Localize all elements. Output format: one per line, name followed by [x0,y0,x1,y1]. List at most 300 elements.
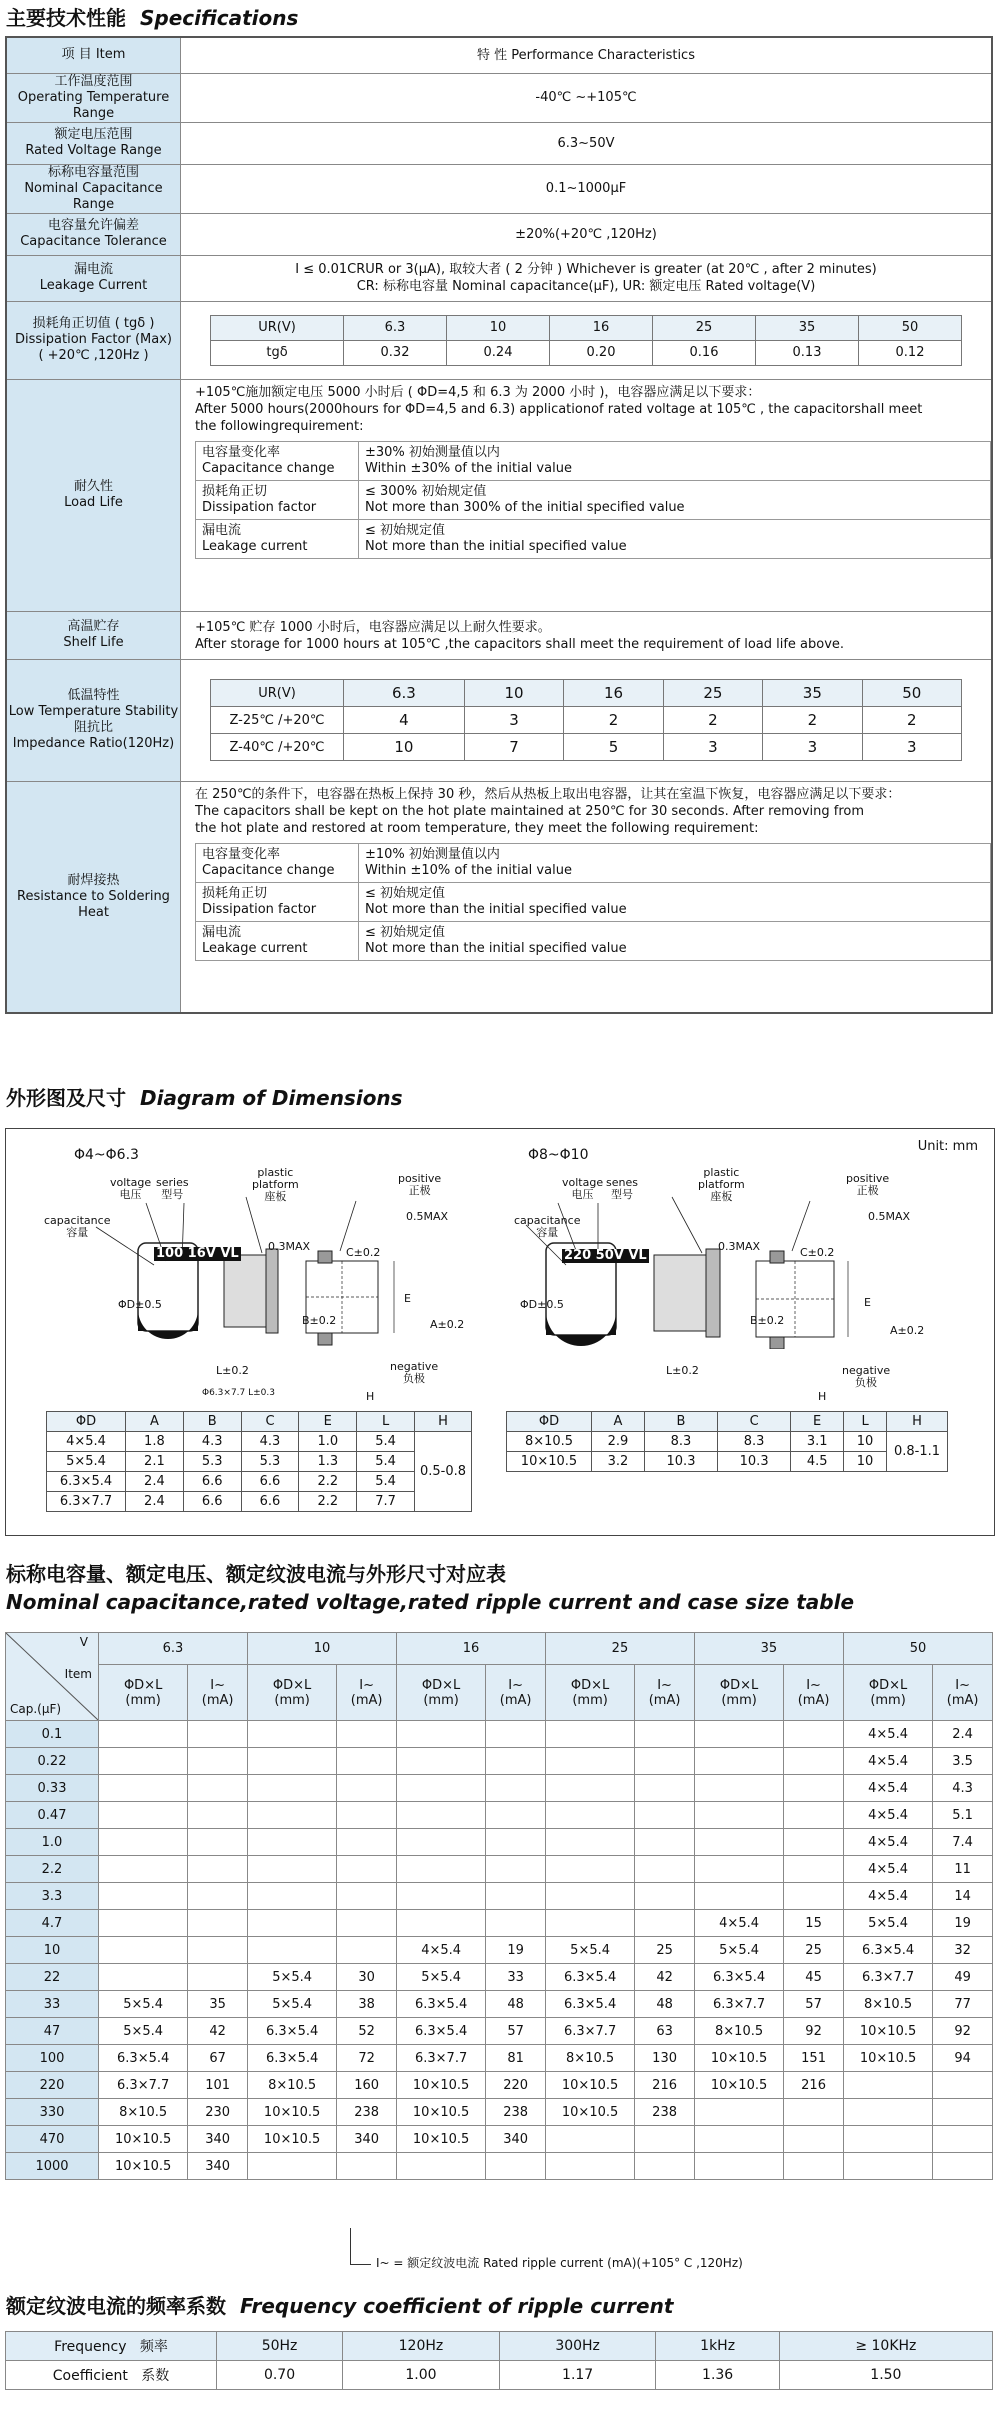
ripple-current-cell [486,1721,546,1748]
case-size-cell [694,2153,783,2180]
case-size-cell [396,1775,485,1802]
case-size-cell: 10×10.5 [396,2072,485,2099]
left-platform-label: plastic platform 座板 [252,1166,299,1203]
cap-value: 2.2 [6,1856,99,1883]
right-dim-c: C±0.2 [800,1246,835,1259]
table-row [6,1748,993,1775]
table-row [6,1802,993,1829]
ripple-current-cell [188,1883,248,1910]
ripple-current-cell [933,2072,993,2099]
case-size-cell [247,1937,336,1964]
left-dim-b: B±0.2 [302,1314,337,1327]
ripple-current-cell: 49 [933,1964,993,1991]
case-size-cell [843,2072,932,2099]
left-size-range: Φ4~Φ6.3 [74,1147,139,1163]
spec-row-capacitance-tolerance: 电容量允许偏差 Capacitance Tolerance ±20%(+20℃ ,120Hz) [6,213,992,255]
ripple-current-cell [188,1748,248,1775]
ripple-current-cell: 67 [188,2045,248,2072]
case-size-cell: 10×10.5 [247,2099,336,2126]
ripple-current-cell: 15 [784,1910,844,1937]
case-size-cell [99,1802,188,1829]
case-size-cell: 6.3×7.7 [545,2018,634,2045]
case-size-cell [247,1910,336,1937]
spec-row-operating-temperature: 工作温度范围 Operating Temperature Range -40℃ ~+105℃ [6,73,992,122]
impedance-ratio-table: UR(V) 6.3 10 16 25 35 50 Z-25℃ /+20℃ 4 3 2 2 2 2 Z-40℃ /+20℃ 10 7 5 3 3 3 [210,679,962,761]
specifications-heading: 主要技术性能 Specifications [6,6,299,30]
case-size-cell [694,1829,783,1856]
case-size-cell [396,1856,485,1883]
ripple-subheader-row [6,1665,993,1721]
table-row [6,1883,993,1910]
case-size-cell [99,1964,188,1991]
cap-value: 330 [6,2099,99,2126]
ripple-current-cell: 25 [635,1937,695,1964]
ripple-current-cell: 94 [933,2045,993,2072]
ripple-current-cell [635,1910,695,1937]
cap-value: 1.0 [6,1829,99,1856]
subheader-size: ΦD×L (mm) [396,1665,485,1721]
case-size-cell [545,1802,634,1829]
ripple-current-cell: 5.1 [933,1802,993,1829]
ripple-current-cell: 45 [784,1964,844,1991]
case-size-cell: 4×5.4 [396,1937,485,1964]
right-dim-max: 0.3MAX [718,1240,761,1253]
ripple-current-cell [784,1721,844,1748]
ripple-current-cell [337,1775,397,1802]
dissipation-factor-table: UR(V) 6.3 10 16 25 35 50 tgδ 0.32 0.24 0.20 0.16 0.13 0.12 [210,315,962,366]
ripple-current-cell [188,1802,248,1829]
table-row [6,1937,993,1964]
case-size-cell: 10×10.5 [694,2045,783,2072]
ripple-current-cell [635,1856,695,1883]
dimensions-heading: 外形图及尺寸 Diagram of Dimensions [6,1086,403,1110]
ripple-current-cell [635,2153,695,2180]
right-negative-label: negative 负极 [842,1364,891,1389]
case-size-cell: 5×5.4 [99,1991,188,2018]
case-size-cell: 10×10.5 [99,2126,188,2153]
case-size-cell [843,2099,932,2126]
case-size-cell: 8×10.5 [545,2045,634,2072]
ripple-current-cell: 220 [486,2072,546,2099]
left-dim-max2: 0.5MAX [406,1210,449,1223]
case-size-cell: 4×5.4 [843,1829,932,1856]
ripple-current-cell: 11 [933,1856,993,1883]
case-size-cell: 5×5.4 [545,1937,634,1964]
ripple-current-cell [188,1910,248,1937]
capacitance-ripple-table: V Item Cap.(μF) 6.3 10 16 25 35 50 ΦD×L (mm) I~ (mA) ΦD×L (mm) I~ (mA) ΦD×L (mm) I~ (mA) ΦD×L (mm) I~ (mA) ΦD×L (mm) I~ (mA) ΦD×L (mm) I~ (mA) 0.1 4×5.4 2.4 0.22 4×5.4 3.5 0.33 4×5.4 4.3 0.47 4×5.4 5.1 1.0 4×5.4 7.4 2.2 4×5.4 11 3.3 4×5.4 14 4.7 4×5.4 15 5×5.4 19 10 4×5.4 19 5×5.4 25 5×5.4 25 6.3×5.4 32 22 5×5.4 30 5×5.4 33 6.3×5.4 42 6.3×5.4 45 6.3×7.7 49 33 5×5.4 35 5×5.4 38 6.3×5.4 48 6.3×5.4 48 6.3×7.7 57 8×10.5 77 47 5×5.4 42 6.3×5.4 52 6.3×5.4 57 6.3×7.7 63 8×10.5 92 10×10.5 92 100 6.3×5.4 67 6.3×5.4 72 6.3×7.7 81 8×10.5 130 10×10.5 151 10×10.5 94 220 6.3×7.7 101 8×10.5 160 10×10.5 220 10×10.5 216 10×10.5 216 330 8×10.5 230 10×10.5 238 10×10.5 238 10×10.5 238 470 10×10.5 340 10×10.5 340 10×10.5 340 1000 10×10.5 340 [5,1632,993,2180]
ripple-current-cell [188,1775,248,1802]
ripple-current-cell: 42 [188,2018,248,2045]
right-dim-d: ΦD±0.5 [520,1298,564,1311]
cap-value: 10 [6,1937,99,1964]
case-size-cell: 6.3×5.4 [99,2045,188,2072]
case-size-cell: 6.3×7.7 [396,2045,485,2072]
table-row [6,1856,993,1883]
case-size-cell [396,1883,485,1910]
ripple-current-cell: 32 [933,1937,993,1964]
case-size-cell [545,1829,634,1856]
left-dim-max: 0.3MAX [268,1240,311,1253]
specifications-table [5,36,993,1014]
table-row [6,1721,993,1748]
corner-cell: V Item Cap.(μF) [6,1633,99,1721]
ripple-current-cell: 238 [635,2099,695,2126]
case-size-cell [247,1802,336,1829]
subheader-size: ΦD×L (mm) [99,1665,188,1721]
case-size-cell: 4×5.4 [694,1910,783,1937]
case-size-cell: 10×10.5 [396,2099,485,2126]
ripple-current-cell: 52 [337,2018,397,2045]
case-size-cell [247,1856,336,1883]
case-size-cell [694,2099,783,2126]
subheader-current: I~ (mA) [337,1665,397,1721]
left-capacitance-label: capacitance 容量 [44,1214,111,1239]
case-size-cell [843,2126,932,2153]
case-size-cell [396,1721,485,1748]
table-row [6,2072,993,2099]
case-size-cell: 10×10.5 [843,2045,932,2072]
left-dim-a: A±0.2 [430,1318,465,1331]
case-size-cell [99,1883,188,1910]
ripple-current-cell: 238 [486,2099,546,2126]
ripple-current-cell: 230 [188,2099,248,2126]
case-size-cell: 6.3×7.7 [99,2072,188,2099]
ripple-current-cell: 2.4 [933,1721,993,1748]
cap-value: 100 [6,2045,99,2072]
ripple-current-cell: 35 [188,1991,248,2018]
subheader-size: ΦD×L (mm) [843,1665,932,1721]
ripple-current-cell [337,1883,397,1910]
frequency-heading: 额定纹波电流的频率系数 Frequency coefficient of ripple current [6,2294,674,2318]
unit-label: Unit: mm [917,1139,978,1154]
case-size-cell [396,2153,485,2180]
case-size-cell [545,2153,634,2180]
case-size-cell: 8×10.5 [247,2072,336,2099]
cap-value: 0.22 [6,1748,99,1775]
ripple-current-cell [486,1748,546,1775]
ripple-current-cell [188,1721,248,1748]
cap-value: 0.33 [6,1775,99,1802]
case-size-cell: 8×10.5 [843,1991,932,2018]
left-series-label: series 型号 [156,1176,189,1201]
spec-row-leakage-current: 漏电流 Leakage Current I ≤ 0.01CRUR or 3(μA), 取较大者 ( 2 分钟 ) Whichever is greater (at 20℃ , after 2 minutes) CR: 标称电容量 Nominal capacitance(μF), UR: 额定电压 Rated voltage(V) [6,255,992,301]
case-size-cell: 6.3×5.4 [396,1991,485,2018]
case-size-cell [545,1910,634,1937]
ripple-current-cell [337,2153,397,2180]
left-dimensions-table: ΦD A B C E L H 4×5.4 1.8 4.3 4.3 1.0 5.4 0.5-0.8 5×5.4 2.1 5.3 5.3 1.3 5.4 6.3×5.4 2.4 6.6 6.6 2.2 5.4 6.3×7.7 2.4 6.6 6.6 2.2 7.7 [46,1411,472,1512]
case-size-cell: 6.3×5.4 [843,1937,932,1964]
case-size-cell [545,1775,634,1802]
left-dim-h: H [366,1390,375,1403]
ripple-current-cell [635,2126,695,2153]
right-dim-max2: 0.5MAX [868,1210,911,1223]
cap-value: 0.1 [6,1721,99,1748]
case-size-cell: 10×10.5 [694,2072,783,2099]
ripple-current-cell: 57 [784,1991,844,2018]
case-size-cell [99,1721,188,1748]
ripple-current-cell: 38 [337,1991,397,2018]
case-size-cell [545,1883,634,1910]
case-size-cell [545,1721,634,1748]
case-size-cell [694,1856,783,1883]
case-size-cell: 6.3×5.4 [545,1964,634,1991]
case-size-cell: 4×5.4 [843,1883,932,1910]
case-size-cell: 5×5.4 [843,1910,932,1937]
ripple-current-cell [635,1721,695,1748]
ripple-current-cell [635,1829,695,1856]
left-dim-c: C±0.2 [346,1246,381,1259]
ripple-current-cell [784,1775,844,1802]
case-size-cell: 5×5.4 [396,1964,485,1991]
ripple-current-cell [337,1856,397,1883]
case-size-cell [247,1829,336,1856]
case-size-cell: 6.3×7.7 [843,1964,932,1991]
ripple-current-cell [784,1883,844,1910]
case-size-cell: 6.3×5.4 [247,2018,336,2045]
ripple-current-cell [635,1802,695,1829]
left-voltage-label: voltage 电压 [110,1176,152,1201]
ripple-current-cell [188,1856,248,1883]
spec-row-shelf-life: 高温贮存 Shelf Life +105℃ 贮存 1000 小时后，电容器应满足以上耐久性要求。 After storage for 1000 hours at 105℃ ,the capacitors shall meet the requirement of load life above. [6,611,992,659]
cap-value: 0.47 [6,1802,99,1829]
right-platform-label: plastic platform 座板 [698,1166,745,1203]
case-size-cell [545,2126,634,2153]
right-marking: 220 50V VL [564,1248,647,1263]
ripple-current-cell [486,1856,546,1883]
ripple-current-cell: 3.5 [933,1748,993,1775]
ripple-current-cell: 57 [486,2018,546,2045]
case-size-cell [99,1856,188,1883]
table-row [6,1910,993,1937]
case-size-cell: 6.3×5.4 [545,1991,634,2018]
case-size-cell: 4×5.4 [843,1856,932,1883]
case-size-cell [247,1748,336,1775]
case-size-cell [843,2153,932,2180]
ripple-current-cell: 42 [635,1964,695,1991]
case-size-cell: 10×10.5 [247,2126,336,2153]
right-dim-e: E [864,1296,871,1309]
ripple-current-cell: 216 [635,2072,695,2099]
ripple-current-cell [933,2099,993,2126]
subheader-current: I~ (mA) [188,1665,248,1721]
right-dim-l: L±0.2 [666,1364,699,1377]
subheader-current: I~ (mA) [784,1665,844,1721]
left-positive-label: positive 正极 [398,1172,442,1197]
cap-value: 33 [6,1991,99,2018]
ripple-current-cell [635,1775,695,1802]
case-size-cell: 8×10.5 [694,2018,783,2045]
spec-row-dissipation-factor: 损耗角正切值 ( tgδ ) Dissipation Factor (Max) ( +20℃ ,120Hz ) UR(V) 6.3 10 16 25 35 50 tgδ 0.32 0.24 0.20 0.16 0.13 0.12 [6,301,992,379]
right-dimensions-table: ΦD A B C E L H 8×10.5 2.9 8.3 8.3 3.1 10 0.8-1.1 10×10.5 3.2 10.3 10.3 4.5 10 [506,1411,948,1472]
ripple-current-cell: 340 [188,2153,248,2180]
spec-row-nominal-capacitance: 标称电容量范围 Nominal Capacitance Range 0.1~1000μF [6,164,992,213]
right-voltage-label: voltage 电压 [562,1176,604,1201]
ripple-current-cell: 101 [188,2072,248,2099]
case-size-cell: 6.3×7.7 [694,1991,783,2018]
ripple-current-cell: 238 [337,2099,397,2126]
load-life-requirements-table: 电容量变化率 Capacitance change ±30% 初始测量值以内 Within ±30% of the initial value 损耗角正切 Dissipation factor ≤ 300% 初始规定值 Not more than 300% of the initial specified value 漏电流 Leakage current ≤ 初始规定值 Not more than the initial specified value [195,441,991,559]
right-dim-a: A±0.2 [890,1324,925,1337]
left-dim-d: ΦD±0.5 [118,1298,162,1311]
cap-value: 3.3 [6,1883,99,1910]
subheader-current: I~ (mA) [635,1665,695,1721]
left-negative-label: negative 负极 [390,1360,439,1385]
table-row [6,1829,993,1856]
ripple-current-cell: 19 [486,1937,546,1964]
cap-value: 22 [6,1964,99,1991]
case-size-cell: 6.3×5.4 [247,2045,336,2072]
ripple-current-cell: 30 [337,1964,397,1991]
case-size-cell: 10×10.5 [99,2153,188,2180]
ripple-current-cell [188,1964,248,1991]
ripple-current-cell: 340 [188,2126,248,2153]
ripple-current-cell [784,2126,844,2153]
ripple-current-cell: 63 [635,2018,695,2045]
ripple-current-cell: 14 [933,1883,993,1910]
case-size-cell [545,1748,634,1775]
left-marking: 100 16V VL [156,1246,239,1261]
ripple-current-cell: 340 [337,2126,397,2153]
ripple-current-cell [486,1829,546,1856]
case-size-cell [247,1775,336,1802]
case-size-cell [99,1829,188,1856]
case-size-cell [99,1775,188,1802]
ripple-current-cell [337,1748,397,1775]
spec-row-load-life: 耐久性 Load Life +105℃施加额定电压 5000 小时后 ( ΦD=4,5 和 6.3 为 2000 小时 )，电容器应满足以下要求： After 5000 hours(2000hours for ΦD=4,5 and 6.3) applicationof rated voltage at 105℃ , the capacitorshall meet the followingrequirement: 电容量变化率 Capacitance change ±30% 初始测量值以内 Within ±30% of the initial value 损耗角正切 Dissipation factor ≤ 300% 初始规定值 Not more than 300% of the initial specified value 漏电流 Leakage current ≤ 初始规定值 Not more than the initial specified value [6,379,992,611]
ripple-current-cell [784,1802,844,1829]
cap-value: 47 [6,2018,99,2045]
case-size-cell: 8×10.5 [99,2099,188,2126]
left-dim-l: L±0.2 [216,1364,249,1377]
case-size-cell [694,1748,783,1775]
ripple-current-cell: 7.4 [933,1829,993,1856]
case-size-cell: 5×5.4 [247,1964,336,1991]
ripple-current-cell [933,2153,993,2180]
ripple-current-cell [784,2099,844,2126]
ripple-current-cell: 216 [784,2072,844,2099]
ripple-current-cell [337,1829,397,1856]
spec-row-low-temperature: 低温特性 Low Temperature Stability 阻抗比 Impedance Ratio(120Hz) UR(V) 6.3 10 16 25 35 50 Z-25℃ /+20℃ 4 3 2 2 2 2 Z-40℃ /+20℃ 10 7 5 3 3 3 [6,659,992,781]
table-row [6,2153,993,2180]
subheader-current: I~ (mA) [933,1665,993,1721]
ripple-current-cell: 72 [337,2045,397,2072]
case-size-cell: 5×5.4 [247,1991,336,2018]
cap-value: 470 [6,2126,99,2153]
cap-value: 1000 [6,2153,99,2180]
case-size-cell: 5×5.4 [694,1937,783,1964]
ripple-note: I~ = 额定纹波电流 Rated ripple current (mA)(+105° C ,120Hz) [376,2256,743,2270]
ripple-heading: 标称电容量、额定电压、额定纹波电流与外形尺寸对应表 Nominal capacitance,rated voltage,rated ripple current and case size table [6,1562,855,1614]
ripple-current-cell: 151 [784,2045,844,2072]
case-size-cell: 10×10.5 [545,2072,634,2099]
ripple-current-cell [188,1829,248,1856]
cap-value: 220 [6,2072,99,2099]
ripple-current-cell: 48 [486,1991,546,2018]
table-row [6,2018,993,2045]
case-size-cell [396,1748,485,1775]
ripple-current-cell [635,1748,695,1775]
ripple-current-cell [784,1748,844,1775]
col-item-header: 项 目 Item [6,37,181,73]
case-size-cell [396,1910,485,1937]
right-positive-label: positive 正极 [846,1172,890,1197]
ripple-current-cell [635,1883,695,1910]
ripple-current-cell [933,2126,993,2153]
ripple-current-cell: 33 [486,1964,546,1991]
ripple-current-cell [337,1910,397,1937]
col-performance-header: 特 性 Performance Characteristics [181,37,993,73]
table-row [6,1964,993,1991]
case-size-cell: 10×10.5 [843,2018,932,2045]
table-row [6,2126,993,2153]
ripple-current-cell: 340 [486,2126,546,2153]
case-size-cell [99,1937,188,1964]
ripple-current-cell [337,1802,397,1829]
case-size-cell [99,1910,188,1937]
ripple-current-cell: 81 [486,2045,546,2072]
table-row [6,2045,993,2072]
case-size-cell [694,1775,783,1802]
case-size-cell [694,1802,783,1829]
right-dim-h: H [818,1390,827,1403]
ripple-current-cell [337,1937,397,1964]
ripple-current-cell: 4.3 [933,1775,993,1802]
soldering-requirements-table: 电容量变化率 Capacitance change ±10% 初始测量值以内 Within ±10% of the initial value 损耗角正切 Dissipation factor ≤ 初始规定值 Not more than the initial specified value 漏电流 Leakage current ≤ 初始规定值 Not more than the initial specified value [195,843,991,961]
ripple-current-cell [784,1856,844,1883]
ripple-current-cell [784,2153,844,2180]
dimensions-diagram-panel [5,1128,995,1536]
case-size-cell: 5×5.4 [99,2018,188,2045]
spec-row-soldering-heat: 耐焊接热 Resistance to Soldering Heat 在 250℃的条件下，电容器在热板上保持 30 秒，然后从热板上取出电容器，让其在室温下恢复，电容器应满足以下要求： The capacitors shall be kept on the hot plate maintained at 250℃ for 30 seconds. After removing from the hot plate and restored at room temperature, they meet the following requirement: 电容量变化率 Capacitance change ±10% 初始测量值以内 Within ±10% of the initial value 损耗角正切 Dissipation factor ≤ 初始规定值 Not more than the initial specified value 漏电流 Leakage current ≤ 初始规定值 Not more than the initial specified value [6,781,992,1013]
ripple-current-cell: 25 [784,1937,844,1964]
right-capacitance-label: capacitance 容量 [514,1214,581,1239]
subheader-current: I~ (mA) [486,1665,546,1721]
ripple-current-cell: 19 [933,1910,993,1937]
right-series-label: senes 型号 [606,1176,638,1201]
ripple-current-cell [188,1937,248,1964]
table-row [6,1991,993,2018]
case-size-cell [99,1748,188,1775]
ripple-current-cell [337,1721,397,1748]
ripple-current-cell [486,2153,546,2180]
case-size-cell [396,1802,485,1829]
case-size-cell: 10×10.5 [396,2126,485,2153]
subheader-size: ΦD×L (mm) [694,1665,783,1721]
ripple-current-cell: 92 [784,2018,844,2045]
spec-row-rated-voltage: 额定电压范围 Rated Voltage Range 6.3~50V [6,122,992,164]
left-dim-e: E [404,1292,411,1305]
ripple-current-cell [486,1910,546,1937]
ripple-current-cell [486,1802,546,1829]
case-size-cell: 4×5.4 [843,1748,932,1775]
subheader-size: ΦD×L (mm) [247,1665,336,1721]
frequency-coefficient-table: Frequency 频率 50Hz 120Hz 300Hz 1kHz ≥ 10KHz Coefficient 系数 0.70 1.00 1.17 1.36 1.50 [5,2331,993,2390]
case-size-cell [694,2126,783,2153]
left-dim-small: Φ6.3×7.7 L±0.3 [202,1388,275,1398]
note-connector [350,2228,371,2265]
ripple-current-cell [486,1883,546,1910]
case-size-cell: 4×5.4 [843,1802,932,1829]
ripple-current-cell: 130 [635,2045,695,2072]
case-size-cell [694,1721,783,1748]
case-size-cell [247,2153,336,2180]
case-size-cell: 4×5.4 [843,1775,932,1802]
case-size-cell [247,1721,336,1748]
cap-value: 4.7 [6,1910,99,1937]
right-dim-b: B±0.2 [750,1314,785,1327]
case-size-cell [694,1883,783,1910]
ripple-current-cell: 160 [337,2072,397,2099]
